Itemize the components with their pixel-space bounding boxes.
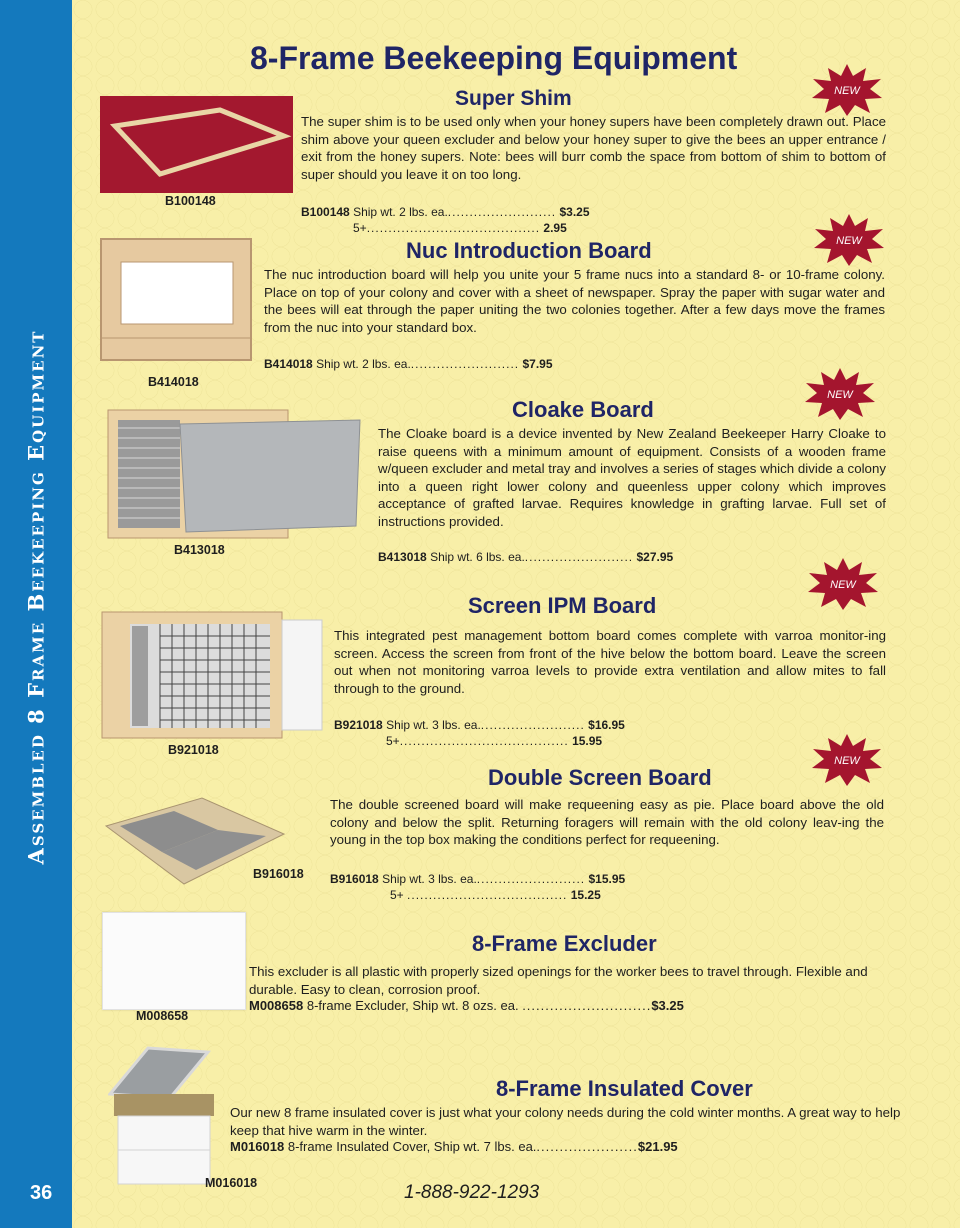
phone-number: 1-888-922-1293 [404, 1182, 540, 1203]
product-description: The double screened board will make requeening easy as pie. Place board above the old colony and below the split. Returning foragers will remain with the old colony leav-ing the young in the top box making the conditions perfect for requeening. [330, 797, 884, 847]
new-badge [812, 212, 886, 268]
product-description: The nuc introduction board will help you unite your 5 frame nucs into a standard 8- or 10-frame colony. Place on top of your colony and cover with a sheet of newspaper. Spray the paper with sugar water and the bees will eat through the paper uniting the two colonies together. After a few days move the frames from the nuc into your standard box. [264, 267, 885, 335]
product-title: Screen IPM Board [468, 593, 657, 618]
price-line: 5+....................................... 15.95 [386, 734, 603, 748]
price-line: B916018 Ship wt. 3 lbs. ea.......................... $15.95 [330, 872, 626, 886]
product-description: This excluder is all plastic with properly sized openings for the worker bees to travel through. Flexible and durable. Easy to clean, corrosion proof. [249, 964, 868, 997]
product-title: 8-Frame Insulated Cover [496, 1076, 753, 1101]
svg-text:NEW: NEW [834, 85, 860, 97]
product-description: The Cloake board is a device invented by New Zealand Beekeeper Harry Cloake to raise queens with a minimum amount of equipment. Consists of a wooden frame w/queen excluder and metal tray and involves a series of stages which divide a colony into a queen right lower colony and queenless upper colony which improves acceptance of grafted larvae. Requires knowledge in grafting larvae. Full set of instructions provided. [378, 426, 886, 529]
svg-text:NEW: NEW [836, 235, 862, 247]
product-description: The super shim is to be used only when your honey supers have been completely drawn out. Place shim above your queen excluder and below your honey super to give the bees an upper entrance / exit from the honey supers. Note: bees will burr comb the space from bottom of shim to bottom of super should you leave it on too long. [301, 114, 886, 182]
section-title-vertical: Assembled 8 Frame Beekeeping Equipment [23, 329, 49, 865]
price-line: B100148 Ship wt. 2 lbs. ea.......................... $3.25 [301, 205, 590, 219]
svg-text:NEW: NEW [834, 755, 860, 767]
product-description: Our new 8 frame insulated cover is just what your colony needs during the cold winter months. A great way to help keep that hive warm in the winter. [230, 1105, 901, 1138]
page-title: 8-Frame Beekeeping Equipment [250, 40, 738, 76]
price-line: B921018 Ship wt. 3 lbs. ea......................... $16.95 [334, 718, 625, 732]
price-line: M008658 8-frame Excluder, Ship wt. 8 ozs. ea. ............................$3.25 [249, 998, 684, 1013]
new-badge [810, 62, 884, 118]
image-label: B916018 [253, 867, 304, 881]
new-badge [810, 732, 884, 788]
image-label: M008658 [136, 1009, 189, 1023]
super-shim-image [100, 96, 293, 193]
product-title: Nuc Introduction Board [406, 238, 652, 263]
product-title: Super Shim [455, 87, 572, 110]
price-line: 5+........................................ 2.95 [353, 221, 567, 235]
new-badge [806, 556, 880, 612]
insulated-cover-image [108, 1042, 218, 1186]
image-label: B921018 [168, 743, 219, 757]
price-line: 5+ ..................................... 15.25 [390, 888, 601, 902]
price-line: B414018 Ship wt. 2 lbs. ea.......................... $7.95 [264, 357, 553, 371]
cloake-board-image [106, 408, 361, 542]
product-title: Cloake Board [512, 397, 654, 422]
excluder-image [102, 912, 246, 1010]
nuc-board-image [100, 238, 252, 361]
product-title: 8-Frame Excluder [472, 931, 657, 956]
product-description: This integrated pest management bottom board comes complete with varroa monitor-ing screen. Access the screen from front of the hive below the bottom board. Leave the screen out when not monitoring varroa levels to provide extra ventilation and allow mites to fall through to the ground. [334, 628, 886, 696]
image-label: M016018 [205, 1176, 258, 1190]
svg-text:NEW: NEW [830, 579, 856, 591]
screen-ipm-board-image [100, 610, 325, 740]
price-line: B413018 Ship wt. 6 lbs. ea.......................... $27.95 [378, 550, 674, 564]
product-title: Double Screen Board [488, 765, 712, 790]
image-label: B414018 [148, 375, 199, 389]
image-label: B413018 [174, 543, 225, 557]
new-badge [803, 366, 877, 422]
price-line: M016018 8-frame Insulated Cover, Ship wt. 7 lbs. ea.......................$21.95 [230, 1139, 678, 1154]
page-number: 36 [30, 1182, 53, 1204]
section-sidebar [0, 0, 72, 1228]
image-label: B100148 [165, 194, 216, 208]
svg-text:NEW: NEW [827, 389, 853, 401]
